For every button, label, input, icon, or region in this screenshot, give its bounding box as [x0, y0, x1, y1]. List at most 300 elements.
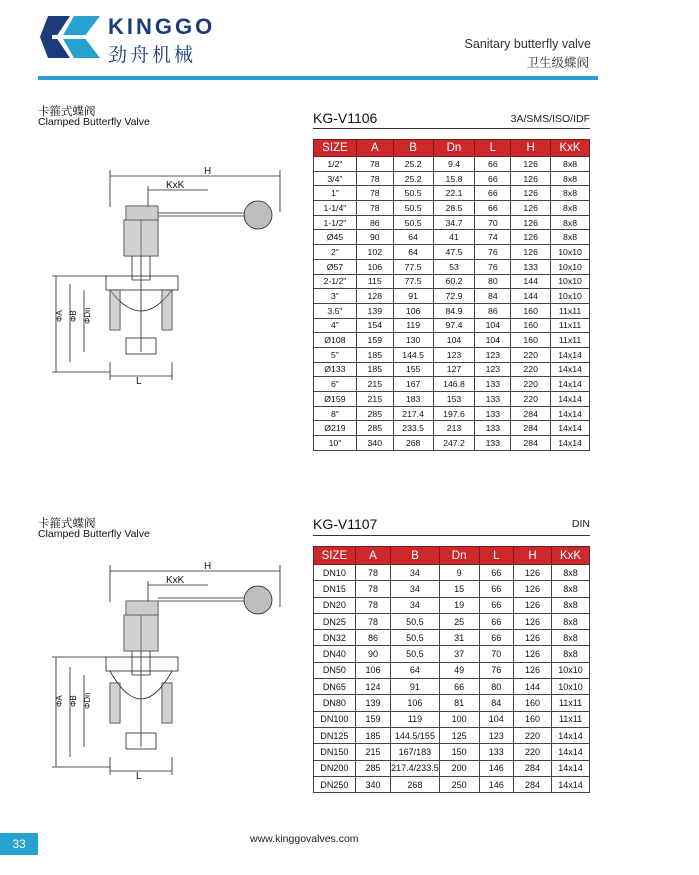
table-cell: 50.5	[393, 186, 433, 201]
page-title-en: Sanitary butterfly valve	[464, 37, 591, 51]
column-header: SIZE	[314, 140, 357, 157]
table-cell: 66	[479, 597, 513, 613]
table-row	[314, 171, 590, 186]
table-row	[314, 186, 590, 201]
table-cell: 8x8	[552, 613, 590, 629]
table-cell: 47.5	[433, 245, 475, 260]
table-cell: 66	[475, 157, 511, 172]
table-cell: 14x14	[551, 421, 590, 436]
table-cell: 5"	[314, 347, 357, 362]
table-row	[314, 436, 590, 451]
table-cell: 19	[439, 597, 479, 613]
table-cell: 11x11	[551, 303, 590, 318]
table-cell: 14x14	[551, 377, 590, 392]
table-cell: 128	[356, 289, 393, 304]
table-cell: 284	[511, 436, 551, 451]
table-cell: 14x14	[551, 436, 590, 451]
table-cell: 1/2"	[314, 157, 357, 172]
table-cell: 10x10	[552, 662, 590, 678]
table-cell: 2-1/2"	[314, 274, 357, 289]
column-header: SIZE	[314, 547, 356, 565]
table-cell: 78	[356, 201, 393, 216]
spec-table-1	[313, 139, 590, 451]
table-cell: 215	[356, 377, 393, 392]
table-cell: 34	[391, 581, 440, 597]
table-cell: 22.1	[433, 186, 475, 201]
table-cell: 126	[511, 186, 551, 201]
table-cell: 78	[356, 171, 393, 186]
table-cell: 183	[393, 392, 433, 407]
table-cell: 123	[475, 362, 511, 377]
table-cell: 126	[511, 230, 551, 245]
table-cell: 50.5	[391, 646, 440, 662]
table-cell: 285	[356, 406, 393, 421]
table-row	[314, 646, 590, 662]
table-cell: 220	[513, 727, 551, 743]
drawing1-a-label: ΦA	[55, 310, 64, 322]
table-cell: Ø108	[314, 333, 357, 348]
table-cell: 126	[511, 171, 551, 186]
table-row	[314, 421, 590, 436]
drawing1-dn-label: ΦDn	[83, 307, 92, 324]
table-cell: 14x14	[552, 776, 590, 792]
table-cell: 80	[479, 679, 513, 695]
table-cell: 146.8	[433, 377, 475, 392]
table-cell: 126	[513, 581, 551, 597]
table-row	[314, 274, 590, 289]
table-cell: 14x14	[551, 347, 590, 362]
table-cell: Ø159	[314, 392, 357, 407]
valve-drawing-1	[48, 162, 288, 387]
table-cell: 220	[513, 744, 551, 760]
table-cell: 160	[513, 695, 551, 711]
table-cell: 53	[433, 259, 475, 274]
table-cell: 159	[356, 333, 393, 348]
table-cell: 160	[513, 711, 551, 727]
table-cell: 78	[355, 613, 390, 629]
table-row	[314, 630, 590, 646]
section2-rule	[313, 535, 590, 536]
page-title-cn: 卫生级蝶阀	[526, 55, 589, 70]
table-cell: 66	[475, 201, 511, 216]
column-header: KxK	[551, 140, 590, 157]
table-cell: 86	[475, 303, 511, 318]
table-cell: 8x8	[552, 646, 590, 662]
table-cell: 144	[511, 289, 551, 304]
table-cell: 66	[475, 186, 511, 201]
table-cell: 154	[356, 318, 393, 333]
table-cell: 144	[511, 274, 551, 289]
table-cell: 146	[479, 776, 513, 792]
table-cell: 8x8	[551, 215, 590, 230]
table-cell: 49	[439, 662, 479, 678]
table-cell: 70	[479, 646, 513, 662]
table-cell: 78	[355, 597, 390, 613]
table-row	[314, 201, 590, 216]
table-cell: 34.7	[433, 215, 475, 230]
section1-model: KG-V1106	[313, 110, 378, 126]
table-cell: 72.9	[433, 289, 475, 304]
table-cell: 1-1/4"	[314, 201, 357, 216]
table-cell: 10x10	[551, 289, 590, 304]
table-cell: 119	[391, 711, 440, 727]
table-cell: 197.6	[433, 406, 475, 421]
table-cell: 8x8	[551, 171, 590, 186]
table-cell: 285	[356, 421, 393, 436]
table-cell: 8"	[314, 406, 357, 421]
table-cell: 233.5	[393, 421, 433, 436]
table-cell: 126	[511, 201, 551, 216]
table-cell: 185	[356, 347, 393, 362]
drawing1-b-label: ΦB	[69, 310, 78, 322]
section1-title-en: Clamped Butterfly Valve	[38, 116, 150, 128]
table-cell: 34	[391, 597, 440, 613]
table-cell: 84.9	[433, 303, 475, 318]
table-cell: 139	[356, 303, 393, 318]
table-cell: 8x8	[551, 201, 590, 216]
table-row	[314, 695, 590, 711]
table-cell: 185	[355, 727, 390, 743]
table-row	[314, 662, 590, 678]
table-cell: 139	[355, 695, 390, 711]
table-cell: 126	[513, 646, 551, 662]
section1-standard: 3A/SMS/ISO/IDF	[510, 113, 590, 125]
table-cell: 104	[475, 333, 511, 348]
table-cell: 2"	[314, 245, 357, 260]
table-row	[314, 406, 590, 421]
table-cell: Ø133	[314, 362, 357, 377]
table-cell: 6"	[314, 377, 357, 392]
table-cell: 160	[511, 318, 551, 333]
table-cell: 340	[356, 436, 393, 451]
table-cell: 167	[393, 377, 433, 392]
table-cell: 144	[513, 679, 551, 695]
table-cell: 10x10	[551, 259, 590, 274]
table-cell: 3.5"	[314, 303, 357, 318]
table-cell: 34	[391, 565, 440, 581]
section2-model: KG-V1107	[313, 516, 378, 532]
drawing2-l-label: L	[136, 771, 142, 782]
table-cell: 160	[511, 303, 551, 318]
table-cell: 133	[475, 377, 511, 392]
table-cell: 268	[391, 776, 440, 792]
table-cell: 8x8	[552, 597, 590, 613]
table-cell: DN40	[314, 646, 356, 662]
column-header: L	[475, 140, 511, 157]
table-row	[314, 565, 590, 581]
table-cell: DN10	[314, 565, 356, 581]
section2-standard: DIN	[571, 518, 590, 530]
table-cell: Ø219	[314, 421, 357, 436]
table-cell: 133	[475, 392, 511, 407]
website-url: www.kinggovalves.com	[250, 833, 359, 845]
table-cell: 64	[393, 245, 433, 260]
table-cell: DN150	[314, 744, 356, 760]
section2-title-en: Clamped Butterfly Valve	[38, 528, 150, 540]
table-cell: 25	[439, 613, 479, 629]
table-cell: 14x14	[551, 406, 590, 421]
table-cell: 80	[475, 274, 511, 289]
table-cell: 220	[511, 347, 551, 362]
table-row	[314, 318, 590, 333]
table-cell: DN100	[314, 711, 356, 727]
table-row	[314, 392, 590, 407]
table-cell: 9.4	[433, 157, 475, 172]
table-cell: 126	[513, 613, 551, 629]
table-row	[314, 289, 590, 304]
table-cell: 78	[356, 157, 393, 172]
table-row	[314, 776, 590, 792]
table-cell: 126	[513, 630, 551, 646]
table-cell: 37	[439, 646, 479, 662]
table-cell: 70	[475, 215, 511, 230]
table-cell: 102	[356, 245, 393, 260]
table-cell: 284	[513, 760, 551, 776]
table-cell: 66	[479, 613, 513, 629]
column-header: Dn	[433, 140, 475, 157]
table-cell: 144.5	[393, 347, 433, 362]
drawing1-kxk-label: KxK	[166, 180, 185, 191]
table-cell: 130	[393, 333, 433, 348]
table-cell: 78	[355, 565, 390, 581]
spec-table-2	[313, 546, 590, 793]
table-cell: 66	[479, 630, 513, 646]
table-cell: 284	[511, 421, 551, 436]
table-cell: 91	[391, 679, 440, 695]
table-cell: 126	[511, 157, 551, 172]
column-header: H	[513, 547, 551, 565]
table-cell: 77.5	[393, 274, 433, 289]
table-cell: 8x8	[552, 581, 590, 597]
table-cell: 126	[513, 662, 551, 678]
table-cell: 127	[433, 362, 475, 377]
table-cell: 115	[356, 274, 393, 289]
table-cell: 66	[475, 171, 511, 186]
table-cell: 78	[356, 186, 393, 201]
table-row	[314, 215, 590, 230]
table-cell: 50.5	[391, 613, 440, 629]
table-cell: 133	[475, 421, 511, 436]
column-header: B	[393, 140, 433, 157]
table-cell: 50.5	[393, 201, 433, 216]
table-cell: 8x8	[551, 230, 590, 245]
table-cell: 123	[475, 347, 511, 362]
table-cell: 64	[391, 662, 440, 678]
table-cell: 90	[355, 646, 390, 662]
column-header: KxK	[552, 547, 590, 565]
table-cell: 97.4	[433, 318, 475, 333]
table-cell: 106	[391, 695, 440, 711]
column-header: H	[511, 140, 551, 157]
table-cell: 213	[433, 421, 475, 436]
table-cell: 144.5/155	[391, 727, 440, 743]
table-cell: 106	[356, 259, 393, 274]
brand-name-en: KINGGO	[108, 14, 216, 39]
table-cell: 146	[479, 760, 513, 776]
table-cell: 10x10	[552, 679, 590, 695]
table-cell: 268	[393, 436, 433, 451]
table-cell: 1"	[314, 186, 357, 201]
table-row	[314, 744, 590, 760]
table-cell: DN125	[314, 727, 356, 743]
table-cell: 76	[479, 662, 513, 678]
table-cell: 126	[511, 215, 551, 230]
table-cell: 10x10	[551, 274, 590, 289]
table-cell: 123	[479, 727, 513, 743]
brand-name-cn: 劲舟机械	[108, 44, 197, 66]
table-cell: 155	[393, 362, 433, 377]
table-cell: 77.5	[393, 259, 433, 274]
drawing1-l-label: L	[136, 376, 142, 387]
table-row	[314, 613, 590, 629]
table-cell: 104	[479, 711, 513, 727]
table-cell: Ø45	[314, 230, 357, 245]
table-cell: 123	[433, 347, 475, 362]
table-cell: 104	[433, 333, 475, 348]
table-row	[314, 259, 590, 274]
table-cell: 220	[511, 362, 551, 377]
table-cell: 28.5	[433, 201, 475, 216]
table-row	[314, 362, 590, 377]
table-cell: 185	[356, 362, 393, 377]
table-cell: 4"	[314, 318, 357, 333]
table-cell: 100	[439, 711, 479, 727]
table-cell: 126	[511, 245, 551, 260]
drawing2-h-label: H	[204, 561, 212, 572]
table-cell: 106	[355, 662, 390, 678]
table-cell: 8x8	[551, 186, 590, 201]
table-cell: 10"	[314, 436, 357, 451]
table-cell: DN200	[314, 760, 356, 776]
column-header: L	[479, 547, 513, 565]
table-cell: 50.5	[391, 630, 440, 646]
table-row	[314, 760, 590, 776]
table-cell: 15	[439, 581, 479, 597]
table-row	[314, 711, 590, 727]
table-cell: 76	[475, 245, 511, 260]
table-cell: 84	[479, 695, 513, 711]
table-cell: 133	[475, 406, 511, 421]
table-cell: 124	[355, 679, 390, 695]
table-cell: 91	[393, 289, 433, 304]
table-cell: DN15	[314, 581, 356, 597]
table-cell: DN32	[314, 630, 356, 646]
table-cell: 9	[439, 565, 479, 581]
table-cell: DN50	[314, 662, 356, 678]
table-cell: 285	[355, 760, 390, 776]
table-cell: 86	[355, 630, 390, 646]
table-cell: 119	[393, 318, 433, 333]
table-row	[314, 333, 590, 348]
table-cell: 125	[439, 727, 479, 743]
table-row	[314, 157, 590, 172]
table-cell: DN250	[314, 776, 356, 792]
table-cell: 14x14	[551, 362, 590, 377]
table-cell: 81	[439, 695, 479, 711]
table-cell: 41	[433, 230, 475, 245]
column-header: B	[391, 547, 440, 565]
section1-title-cn: 卡箍式蝶阀	[38, 104, 96, 118]
table-cell: 66	[439, 679, 479, 695]
table-cell: 74	[475, 230, 511, 245]
table-cell: 217.4/233.5	[391, 760, 440, 776]
table-cell: 11x11	[552, 695, 590, 711]
column-header: Dn	[439, 547, 479, 565]
table-cell: 284	[511, 406, 551, 421]
table-cell: 340	[355, 776, 390, 792]
table-cell: 25.2	[393, 171, 433, 186]
table-cell: 3/4"	[314, 171, 357, 186]
drawing2-a-label: ΦA	[55, 695, 64, 707]
valve-drawing-2	[48, 557, 288, 782]
table-cell: 133	[475, 436, 511, 451]
table-cell: 14x14	[551, 392, 590, 407]
table-cell: 76	[475, 259, 511, 274]
table-cell: 150	[439, 744, 479, 760]
table-cell: 159	[355, 711, 390, 727]
table-cell: 250	[439, 776, 479, 792]
table-cell: 14x14	[552, 727, 590, 743]
table-cell: 15.8	[433, 171, 475, 186]
drawing1-h-label: H	[204, 166, 212, 177]
table-cell: 8x8	[552, 630, 590, 646]
table-cell: 11x11	[551, 333, 590, 348]
drawing2-dn-label: ΦDn	[83, 692, 92, 709]
table-cell: 66	[479, 581, 513, 597]
table-cell: 66	[479, 565, 513, 581]
table-cell: 1-1/2"	[314, 215, 357, 230]
kinggo-logo-mark	[40, 10, 102, 64]
table-row	[314, 245, 590, 260]
table-cell: 153	[433, 392, 475, 407]
table-cell: 220	[511, 392, 551, 407]
table-cell: 11x11	[551, 318, 590, 333]
table-cell: 8x8	[551, 157, 590, 172]
table-cell: 220	[511, 377, 551, 392]
table-cell: 200	[439, 760, 479, 776]
table-cell: 215	[356, 392, 393, 407]
table-cell: 167/183	[391, 744, 440, 760]
table-cell: 84	[475, 289, 511, 304]
table-cell: 106	[393, 303, 433, 318]
table-row	[314, 727, 590, 743]
table-row	[314, 597, 590, 613]
table-cell: 60.2	[433, 274, 475, 289]
table-cell: 160	[511, 333, 551, 348]
table-cell: 247.2	[433, 436, 475, 451]
table-row	[314, 303, 590, 318]
table-row	[314, 377, 590, 392]
table-cell: 64	[393, 230, 433, 245]
page-number: 33	[0, 833, 38, 855]
drawing2-kxk-label: KxK	[166, 575, 185, 586]
table-cell: 31	[439, 630, 479, 646]
table-cell: 10x10	[551, 245, 590, 260]
drawing2-b-label: ΦB	[69, 695, 78, 707]
table-cell: 133	[479, 744, 513, 760]
table-cell: 14x14	[552, 744, 590, 760]
table-cell: Ø57	[314, 259, 357, 274]
table-cell: 126	[513, 565, 551, 581]
section2-title-cn: 卡箍式蝶阀	[38, 516, 96, 530]
section1-rule	[313, 128, 590, 129]
table-cell: DN20	[314, 597, 356, 613]
table-cell: 8x8	[552, 565, 590, 581]
table-cell: 3"	[314, 289, 357, 304]
column-header: A	[355, 547, 390, 565]
table-cell: 14x14	[552, 760, 590, 776]
table-cell: 90	[356, 230, 393, 245]
